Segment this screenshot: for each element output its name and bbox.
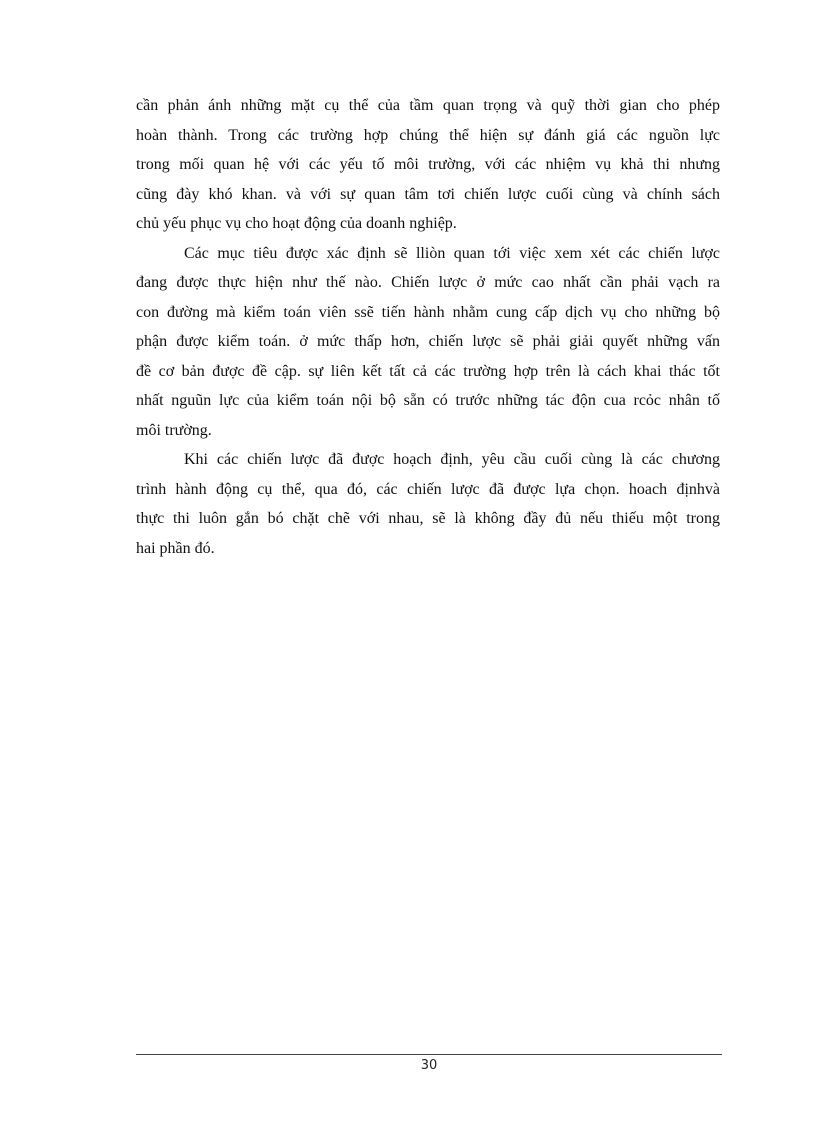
text-line: phận được kiểm toán. ở mức thấp hơn, chiến lược sẽ phải giải quyết những vấn: [136, 333, 720, 350]
footer-divider: [136, 1054, 722, 1055]
text-line: nhất nguũn lực của kiểm toán nội bộ sẵn có trước những tác độn cua rcỏc nhân tố: [136, 392, 720, 409]
text-line: hoàn thành. Trong các trường hợp chúng thể hiện sự đánh giá các nguồn lực: [136, 126, 720, 144]
text-line: đề cơ bản được đề cập. sự liên kết tất cả các trường hợp trên là cách khai thác tốt: [136, 362, 720, 380]
text-line: cần phản ánh những mặt cụ thể của tầm quan trọng và quỹ thời gian cho phép: [136, 97, 720, 114]
text-line: cũng đày khó khan. và với sự quan tâm tơi chiến lược cuối cùng và chính sách: [136, 185, 720, 203]
text-line: thực thi luôn gắn bó chặt chẽ với nhau, sẽ là không đầy đủ nếu thiếu một trong: [136, 510, 720, 527]
text-line: hai phần đó.: [136, 539, 215, 557]
text-line: môi trường.: [136, 421, 212, 439]
text-line: đang được thực hiện như thế nào. Chiến lược ở mức cao nhất cần phải vạch ra: [136, 274, 720, 291]
text-line: trình hành động cụ thể, qua đó, các chiến lược đã được lựa chọn. hoach địnhvà: [136, 480, 720, 498]
text-line: trong mối quan hệ với các yếu tố môi trường, với các nhiệm vụ khả thi nhưng: [136, 156, 720, 173]
paragraph-1: [136, 91, 720, 239]
text-line: chủ yếu phục vụ cho hoạt động của doanh nghiệp.: [136, 215, 457, 232]
paragraph-2: [136, 239, 720, 446]
text-line: Các mục tiêu được xác định sẽ lliòn quan tới việc xem xét các chiến lược: [184, 244, 720, 262]
page-number: 30: [420, 1058, 438, 1073]
text-line: con đường mà kiểm toán viên ssẽ tiến hành nhằm cung cấp dịch vụ cho những bộ: [136, 303, 720, 321]
body-text: [136, 91, 720, 563]
text-line: Khi các chiến lược đã được hoạch định, yêu cầu cuối cùng là các chương: [184, 451, 720, 468]
paragraph-3: [136, 445, 720, 563]
